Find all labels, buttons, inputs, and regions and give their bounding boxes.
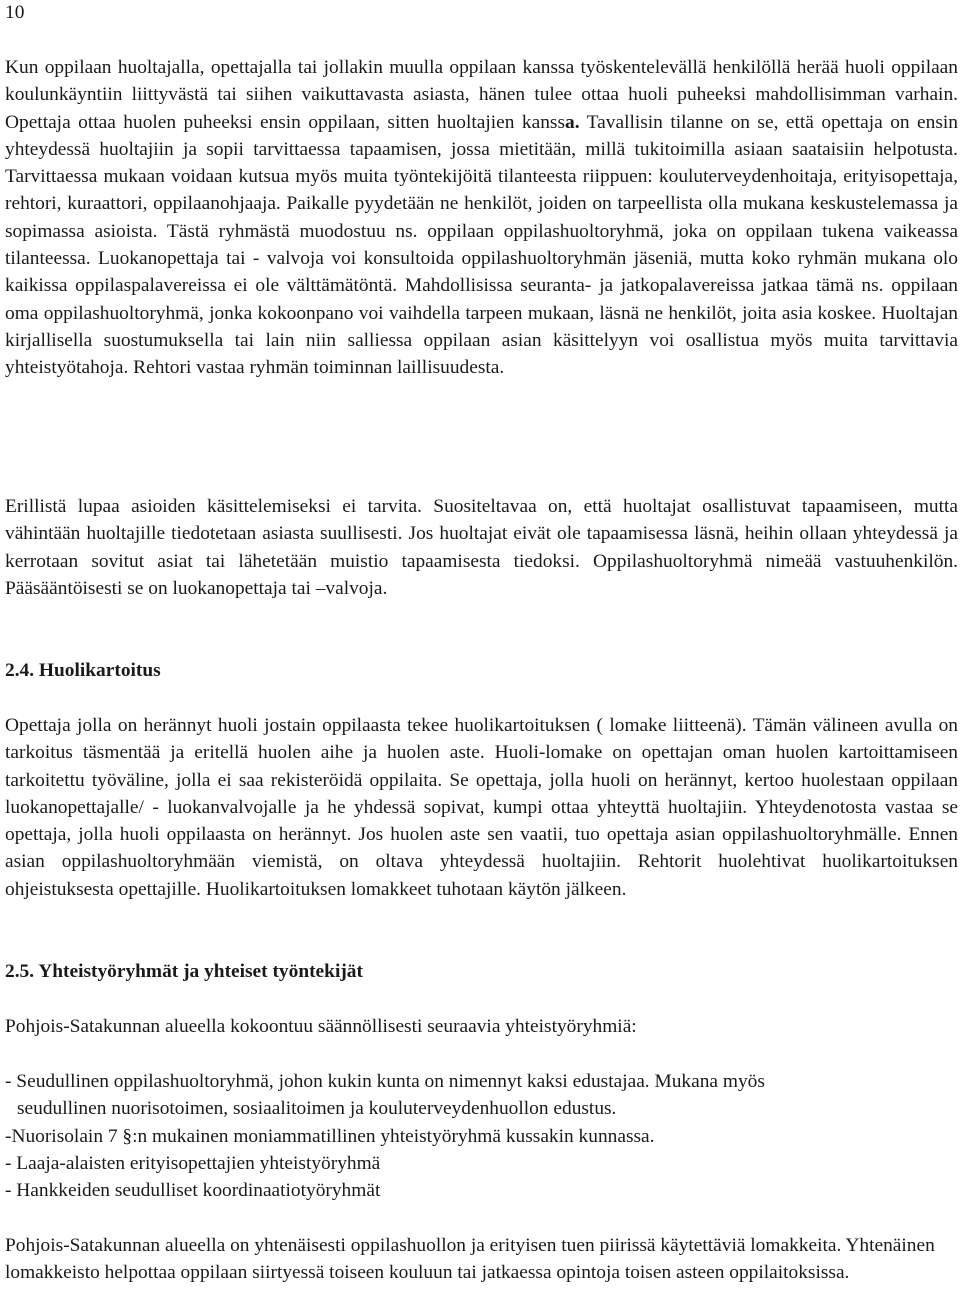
paragraph-forms: Pohjois-Satakunnan alueella on yhtenäisesti oppilashuollon ja erityisen tuen piirissä käytettäviä lomakkeita. Yhtenäinen lomakkeisto helpottaa oppilaan siirtyessä toiseen kouluun tai jatkaessa opintoja toisen asteen oppilaitoksissa.	[5, 1235, 935, 1284]
list-item-regional-group: - Seudullinen oppilashuoltoryhmä, johon kukin kunta on nimennyt kaksi edustajaa. Mukana myös	[5, 1071, 765, 1092]
heading-huolikartoitus: 2.4. Huolikartoitus	[5, 660, 161, 681]
paragraph-groups-intro: Pohjois-Satakunnan alueella kokoontuu säännöllisesti seuraavia yhteistyöryhmiä:	[5, 1016, 637, 1037]
list-item-youth-law-group: -Nuorisolain 7 §:n mukainen moniammatillinen yhteistyöryhmä kussakin kunnassa.	[5, 1125, 655, 1147]
list-item-regional-group-cont: seudullinen nuorisotoimen, sosiaalitoimen ja kouluterveydenhuollon edustus.	[17, 1098, 617, 1120]
paragraph-concern-text-1: Kun oppilaan huoltajalla, opettajalla tai jollakin muulla oppilaan kanssa työskentelevällä henkilöllä herää huoli oppilaan koulunkäyntiin liittyvästä tai siihen vaikuttavasta asiasta, hänen tulee ottaa huoli puheeksi mahdollisimman varhain. Opettaja ottaa huolen puheeksi ensin oppilaan, sitten huoltajien kanss	[5, 57, 958, 133]
paragraph-concern-bold: a.	[565, 111, 580, 133]
list-item-special-teachers-group: - Laaja-alaisten erityisopettajien yhteistyöryhmä	[5, 1152, 381, 1174]
paragraph-concern-text-2: Tavallisin tilanne on se, että opettaja on ensin yhteydessä huoltajiin ja sopii tarvittaessa tapaamisen, jossa mietitään, millä tukitoimilla asiaan saataisiin helpotusta. Tarvittaessa mukaan voidaan kutsua myös muita työntekijöitä tilanteesta riippuen: kouluterveydenhoitaja, erityisopettaja, rehtori, kuraattori, oppilaanohjaaja. Paikalle pyydetään ne henkilöt, joiden on tarpeellista olla mukana keskustelemassa ja sopimassa asioista. Tästä ryhmästä muodostuu ns. oppilaan oppilashuoltoryhmä, joka on oppilaan tukena vaikeassa tilanteessa. Luokanopettaja tai - valvoja voi konsultoida oppilashuoltoryhmän jäseniä, mutta koko ryhmän mukana olo kaikissa oppilaspalavereissa ei ole välttämätöntä. Mahdollisissa seuranta- ja jatkopalavereissa jatkaa tämä ns. oppilaan oma oppilashuoltoryhmä, jonka kokoonpano voi vaihdella tarpeen mukaan, läsnä ne henkilöt, joita asia koskee. Huoltajan kirjallisella suostumuksella tai lain niin salliessa oppilaan asian käsittelyyn voi osallistua myös muita tarvittavia yhteistyötahoja. Rehtori vastaa ryhmän toiminnan laillisuudesta.	[5, 111, 958, 379]
page-number: 10	[5, 2, 25, 23]
groups-list	[5, 1068, 958, 1204]
paragraph-concern-process	[5, 54, 958, 382]
paragraph-huolikartoitus: Opettaja jolla on herännyt huoli jostain oppilaasta tekee huolikartoituksen ( lomake liitteenä). Tämän välineen avulla on tarkoitus täsmentää ja eritellä huolen aihe ja huolen aste. Huoli-lomake on opettajan oman huolen kartoittamiseen tarkoitettu työväline, jolla ei saa rekisteröidä oppilaita. Se opettaja, jolla huoli on herännyt, kertoo huolestaan oppilaan luokanopettajalle/ - luokanvalvojalle ja he yhdessä sopivat, kumpi ottaa yhteyttä huoltajiin. Yhteydenotosta vastaa se opettaja, jolla huoli oppilaasta on herännyt. Jos huolen aste sen vaatii, tuo opettaja asian oppilashuoltoryhmälle. Ennen asian oppilashuoltoryhmään viemistä, on oltava yhteydessä huoltajiin. Rehtorit huolehtivat huolikartoituksen ohjeistuksesta opettajille. Huolikartoituksen lomakkeet tuhotaan käytön jälkeen.	[5, 715, 958, 900]
heading-yhteistyoryhmat: 2.5. Yhteistyöryhmät ja yhteiset työntekijät	[5, 961, 363, 982]
list-item-project-coordination-groups: - Hankkeiden seudulliset koordinaatiotyöryhmät	[5, 1180, 381, 1202]
paragraph-permission: Erillistä lupaa asioiden käsittelemiseksi ei tarvita. Suositeltavaa on, että huoltajat osallistuvat tapaamiseen, mutta vähintään huoltajille tiedotetaan asiasta suullisesti. Jos huoltajat eivät ole tapaamisessa läsnä, heihin ollaan yhteydessä ja kerrotaan sovitut asiat tai lähetetään muistio tapaamisesta tiedoksi. Oppilashuoltoryhmä nimeää vastuuhenkilön. Pääsääntöisesti se on luokanopettaja tai –valvoja.	[5, 496, 958, 599]
